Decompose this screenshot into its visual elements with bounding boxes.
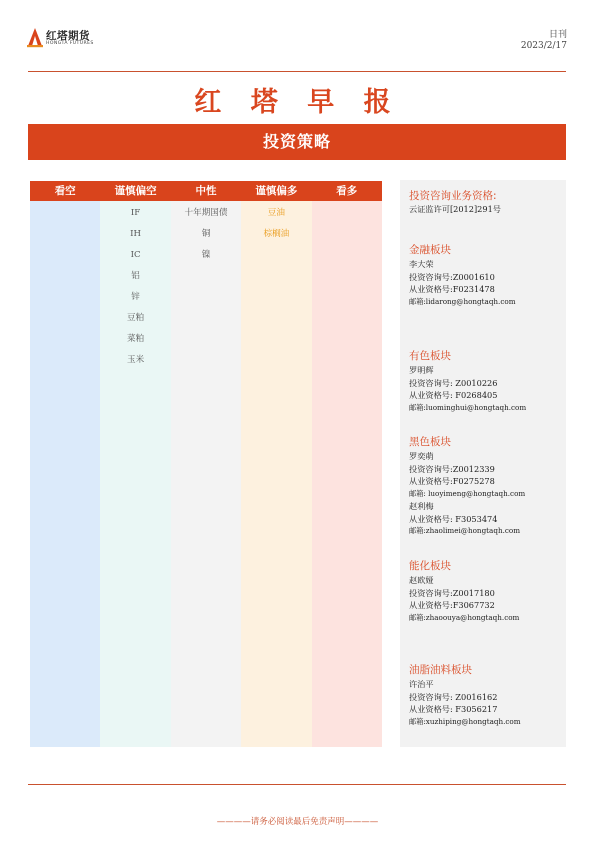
- column-body: [30, 201, 100, 747]
- commodity-item: 菜粕: [126, 334, 145, 344]
- analyst-credential: 从业资格号: F0268405: [409, 390, 498, 400]
- column-neutral: [171, 181, 241, 747]
- column-header: 谨慎偏空: [100, 181, 170, 201]
- commodity-item: 豆油: [267, 208, 285, 218]
- column-bearish: [30, 181, 100, 747]
- commodity-item: IC: [130, 250, 141, 260]
- page-title: 红 塔 早 报: [194, 87, 401, 118]
- section-heading: 黑色板块: [409, 436, 451, 448]
- analyst-credential: 投资咨询号:Z0012339: [409, 463, 495, 474]
- commodity-item: 豆粕: [126, 313, 145, 323]
- analyst-credential: 投资咨询号: Z0016162: [409, 691, 498, 702]
- analyst-credential: 投资咨询号:Z0017180: [409, 587, 495, 598]
- column-body: [100, 201, 170, 747]
- report-frequency: 日刊: [548, 30, 567, 40]
- column-header: 看空: [30, 181, 100, 201]
- analyst-credential: 投资咨询号:Z0001610: [409, 271, 495, 282]
- analyst-email: 邮箱:zhaolimei@hongtaqh.com: [409, 526, 521, 535]
- analyst-name: 李大荣: [409, 259, 434, 269]
- section-banner: 投资策略: [28, 124, 566, 160]
- analyst-email: 邮箱:luominghui@hongtaqh.com: [409, 402, 527, 412]
- analyst-credential: 从业资格号: F3056217: [409, 704, 498, 714]
- analyst-name: 许治平: [409, 679, 434, 689]
- column-bullish: [312, 181, 382, 747]
- strategy-table: [30, 181, 382, 747]
- commodity-item: 铜: [201, 229, 211, 239]
- logo-tower-icon: [26, 26, 44, 48]
- analyst-panel: [400, 180, 566, 747]
- license-number: 云证监许可[2012]291号: [409, 204, 501, 214]
- section-heading: 油脂油料板块: [409, 664, 472, 676]
- commodity-item: IF: [130, 208, 141, 218]
- footer-divider: [28, 784, 566, 785]
- column-header: 看多: [312, 181, 382, 201]
- header-divider: [28, 71, 566, 72]
- commodity-item: 棕榈油: [263, 229, 290, 239]
- column-cautious-bearish: [100, 181, 170, 747]
- commodity-item: 锌: [131, 292, 140, 302]
- analyst-credential: 从业资格号: F3053474: [409, 513, 498, 524]
- report-date: 2023/2/17: [520, 41, 567, 51]
- commodity-item: 铝: [131, 271, 140, 281]
- column-body: [312, 201, 382, 747]
- analyst-email: 邮箱:xuzhiping@hongtaqh.com: [409, 716, 521, 726]
- analyst-email: 邮箱: luoyimeng@hongtaqh.com: [409, 488, 526, 498]
- column-body: [241, 201, 311, 747]
- analyst-name: 罗奕萌: [409, 451, 434, 461]
- analyst-name: 赵利梅: [409, 501, 434, 511]
- column-header: 中性: [171, 181, 241, 201]
- column-body: [171, 201, 241, 747]
- section-heading: 金融板块: [409, 244, 451, 256]
- logo-text-cn: 红塔期货: [46, 30, 90, 42]
- commodity-item: 十年期国债: [184, 208, 228, 218]
- analyst-credential: 投资咨询号: Z0010226: [409, 377, 498, 388]
- analyst-credential: 从业资格号:F0231478: [409, 284, 495, 294]
- analyst-name: 赵欧娅: [409, 575, 434, 585]
- column-cautious-bullish: [241, 181, 311, 747]
- analyst-email: 邮箱:lidarong@hongtaqh.com: [409, 296, 516, 306]
- commodity-item: IH: [130, 229, 142, 239]
- analyst-name: 罗明辉: [409, 365, 434, 375]
- analyst-email: 邮箱:zhaoouya@hongtaqh.com: [409, 612, 520, 622]
- section-heading: 能化板块: [409, 560, 451, 572]
- section-heading: 有色板块: [409, 350, 451, 362]
- company-logo: [26, 26, 116, 52]
- analyst-credential: 从业资格号:F0275278: [409, 476, 495, 486]
- commodity-item: 镍: [201, 250, 211, 260]
- disclaimer-note: ————请务必阅读最后免责声明————: [216, 817, 379, 827]
- logo-text-en: HONGTA FUTURES: [46, 41, 94, 46]
- qualification-heading: 投资咨询业务资格:: [409, 190, 497, 202]
- analyst-credential: 从业资格号:F3067732: [409, 600, 495, 610]
- column-header: 谨慎偏多: [241, 181, 311, 201]
- commodity-item: 玉米: [126, 355, 145, 365]
